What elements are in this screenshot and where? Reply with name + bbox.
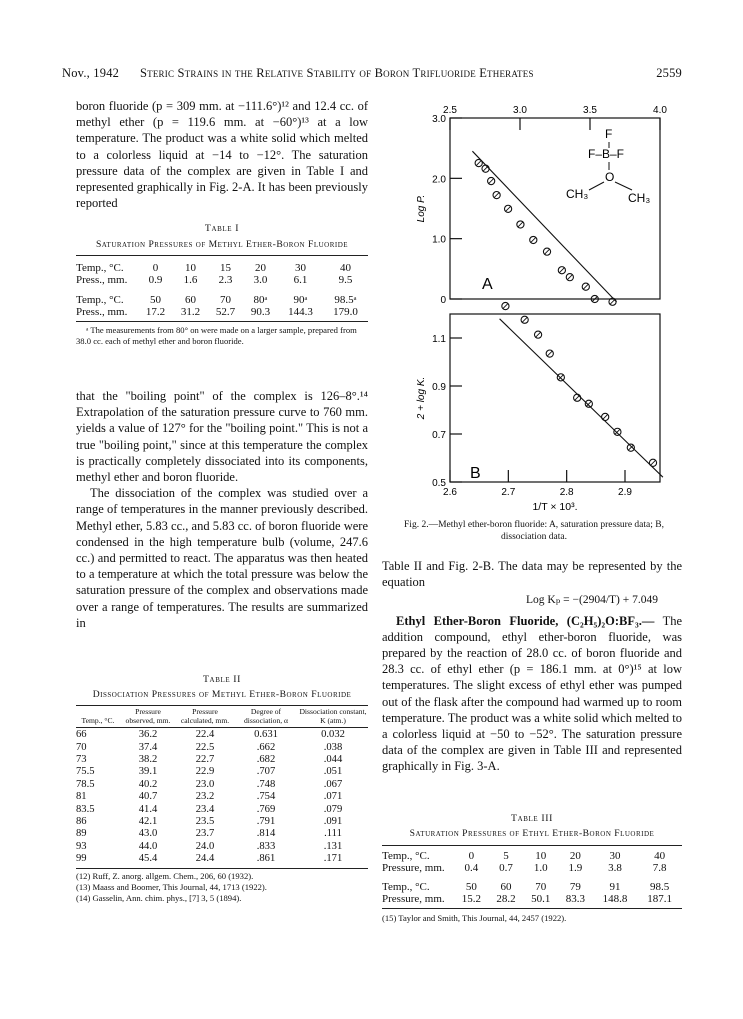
table-row — [76, 306, 368, 318]
plot-frame — [450, 118, 660, 299]
table-row — [76, 841, 368, 853]
table-cell: .111 — [324, 828, 342, 840]
y-tick-label: 0.5 — [432, 478, 446, 489]
table-cell: .071 — [323, 791, 343, 803]
x-tick-label: 2.9 — [618, 487, 632, 498]
table-cell: .754 — [256, 791, 276, 803]
table-cell: 9.5 — [338, 274, 353, 286]
table-cell: 0.032 — [321, 729, 345, 741]
row-label: Temp., °C. — [382, 850, 430, 862]
left-column — [76, 98, 368, 211]
data-point-mark — [651, 460, 656, 465]
figure-caption — [384, 519, 684, 543]
x-tick-label: 3.5 — [583, 105, 597, 116]
table-cell: .833 — [256, 840, 276, 852]
table-cell: 50 — [465, 881, 477, 893]
paragraph: The dissociation of the complex was studied over a range of temperatures in the manner previously described. Methyl ether, 5.83 cc., and 5.83 cc. of boron fluoride were condensed in the high temperature bulb (volume, 247.6 cc.) and permitted to react. The apparatus was then heated to a temperature at which the total pressure was below the saturation pressure of the complex and observations made over a range of temperatures. The results are summarized in — [76, 486, 368, 630]
table-row — [76, 828, 368, 840]
table-title: Saturation Pressures of Methyl Ether-Boron Fluoride — [95, 239, 349, 250]
table-label: Table I — [204, 223, 240, 234]
panel-letter: B — [470, 465, 481, 482]
table-cell: 37.4 — [138, 741, 158, 753]
table-cell: 1.0 — [533, 862, 548, 874]
table-cell: 86 — [76, 816, 87, 828]
data-point-mark — [506, 206, 511, 211]
paragraph: boron fluoride (p = 309 mm. at −111.6°)¹² and 12.4 cc. of methyl ether (p = 119.6 mm. at −60°)¹³ at a low temperature. The product was a white solid which melted to a colorless liquid at −14 to −12°. The saturation pressure data of the complex are given in Table I and represented graphically in Fig. 2-A. It has been previously reported — [76, 99, 368, 211]
row-label: Press., mm. — [76, 306, 128, 318]
table-cell: 17.2 — [145, 306, 166, 318]
table-cell: 7.8 — [652, 862, 667, 874]
data-point-mark — [503, 304, 508, 309]
structure-ch3-left: CH₃ — [566, 187, 589, 201]
table-title: Dissociation Pressures of Methyl Ether-Boron Fluoride — [92, 689, 352, 700]
data-point-mark — [559, 268, 564, 273]
data-point-mark — [483, 166, 488, 171]
row-label: Temp., °C. — [76, 262, 124, 274]
structure-ch3-right: CH₃ — [628, 191, 651, 205]
paragraph: The addition compound, ethyl ether-boron fluoride, was prepared by the reaction of 28.0 cc. of boron fluoride and 28.3 cc. of ethyl ether (p = 186.1 mm. at 0°)¹⁵ at low temperatures. The slight excess of ethyl ether was pumped out of the flask after the compound had warmed up to room temperature. The product was a white solid which melted to a colorless liquid at −50 to −52°. The saturation pressure data of the complex are given in Table III and represented graphically in Fig. 3-A. — [382, 613, 682, 774]
table-2-header — [76, 708, 368, 725]
table-cell: 99 — [76, 853, 87, 865]
table-cell: .662 — [256, 741, 276, 753]
table-cell: .707 — [256, 766, 276, 778]
table-cell: 24.0 — [195, 840, 215, 852]
table-cell: .067 — [323, 778, 343, 790]
table-cell: 41.4 — [138, 803, 158, 815]
x-tick-label: 2.6 — [443, 487, 457, 498]
data-point-mark — [494, 193, 499, 198]
data-point-mark — [536, 332, 541, 337]
table-cell: 39.1 — [138, 766, 158, 778]
table-cell: 43.0 — [138, 828, 158, 840]
panel-letter: A — [482, 276, 493, 293]
footnote: (13) Maass and Boomer, This Journal, 44, 1713 (1922). — [76, 881, 267, 892]
y-tick-label: 2.0 — [432, 174, 446, 186]
table-row — [76, 729, 368, 741]
data-point-mark — [610, 299, 615, 304]
data-point-mark — [547, 351, 552, 356]
table-cell: .171 — [323, 853, 343, 865]
table-cell: 10 — [185, 262, 196, 274]
table-note: ᵃ The measurements from 80° on were made on a larger sample, prepared from 38.0 cc. each of methyl ether and boron fluoride. — [76, 325, 357, 346]
table-row — [76, 294, 368, 306]
table-cell: 98.5 — [650, 881, 670, 893]
table-cell: 3.0 — [253, 274, 268, 286]
x-tick-label: 2.5 — [443, 105, 457, 116]
header-title: Steric Strains in the Relative Stability of Boron Trifluoride Etherates — [140, 66, 534, 80]
table-row — [382, 850, 682, 862]
table-row — [76, 754, 368, 766]
plot-b — [416, 302, 663, 513]
right-column — [382, 558, 682, 775]
table-cell: .091 — [323, 816, 343, 828]
table-row — [76, 262, 368, 274]
structure-bf-row: F–B–F — [588, 147, 625, 161]
table-3 — [382, 812, 682, 924]
table-cell: .038 — [323, 741, 343, 753]
table-cell: 2.3 — [218, 274, 233, 286]
table-1 — [76, 222, 368, 347]
table-cell: 20 — [569, 850, 581, 862]
table-cell: 50.1 — [531, 893, 551, 905]
column-header: Dissociation constant, K (atm.) — [299, 707, 367, 725]
table-cell: 70 — [535, 881, 547, 893]
table-cell: 187.1 — [647, 893, 673, 905]
structure-diagram — [566, 127, 650, 205]
table-cell: 23.2 — [195, 791, 215, 803]
data-point-mark — [531, 237, 536, 242]
plot-frame — [450, 314, 660, 482]
structure-o: O — [605, 170, 615, 184]
table-cell: 0.9 — [148, 274, 163, 286]
page-number: 2559 — [656, 66, 682, 80]
table-cell: 36.2 — [138, 729, 158, 741]
table-cell: 83.5 — [76, 803, 95, 815]
y-tick-label: 0 — [440, 295, 446, 306]
table-cell: 75.5 — [76, 766, 95, 778]
x-tick-label: 2.7 — [501, 487, 516, 498]
table-cell: 22.4 — [195, 729, 215, 741]
data-point-mark — [522, 317, 527, 322]
table-cell: 1.9 — [568, 862, 583, 874]
data-point-mark — [583, 284, 588, 289]
table-cell: 40.7 — [138, 791, 158, 803]
table-row — [382, 893, 682, 905]
table-cell: 83.3 — [565, 893, 586, 905]
table-cell: 42.1 — [138, 816, 158, 828]
table-cell: 40 — [340, 262, 351, 274]
structure-f-top: F — [605, 127, 613, 141]
y-tick-label: 0.7 — [432, 430, 446, 441]
table-cell: 23.7 — [195, 828, 215, 840]
table-row — [76, 791, 368, 803]
table-cell: 5 — [503, 850, 509, 862]
left-column-2 — [76, 388, 368, 631]
table-cell: .814 — [256, 828, 276, 840]
table-cell: 44.0 — [138, 840, 158, 852]
table-cell: 179.0 — [333, 306, 358, 318]
row-label: Pressure, mm. — [382, 862, 445, 874]
table-cell: 10 — [535, 850, 547, 862]
table-cell: 50 — [150, 294, 161, 306]
table-cell: 3.8 — [608, 862, 622, 874]
table-cell: 0.4 — [464, 862, 479, 874]
table-cell: .051 — [323, 766, 343, 778]
table-cell: 89 — [76, 828, 87, 840]
footnote: (14) Gasselin, Ann. chim. phys., [7] 3, 5 (1894). — [76, 892, 242, 903]
table-cell: 20 — [255, 262, 266, 274]
data-point-mark — [489, 179, 494, 184]
equation: Log Kₚ = −(2904/T) + 7.049 — [525, 594, 658, 607]
table-cell: .791 — [256, 816, 276, 828]
column-header: Temp., °C. — [81, 715, 115, 725]
table-cell: 80ᵃ — [253, 294, 268, 306]
data-point-mark — [567, 275, 572, 280]
table-cell: 40 — [654, 850, 666, 862]
y-axis-label: Log P. — [416, 194, 427, 223]
column-header: Pressure observed, mm. — [125, 707, 171, 725]
table-cell: 22.5 — [195, 741, 215, 753]
table-cell: 15.2 — [461, 893, 481, 905]
footnote: (15) Taylor and Smith, This Journal, 44, 2457 (1922). — [382, 913, 567, 923]
table-2 — [76, 673, 368, 904]
column-header: Pressure calculated, mm. — [180, 707, 230, 725]
table-cell: 24.4 — [195, 853, 215, 865]
table-3-grid — [382, 850, 682, 905]
x-tick-label: 2.8 — [559, 487, 574, 498]
table-cell: 70 — [76, 741, 87, 753]
table-2-body — [76, 729, 368, 865]
table-cell: 15 — [220, 262, 231, 274]
caption-text: Fig. 2.—Methyl ether-boron fluoride: A, saturation pressure data; B, dissociation data. — [404, 520, 664, 542]
table-cell: 38.2 — [138, 754, 158, 765]
table-cell: 79 — [569, 881, 581, 893]
table-cell: 22.9 — [195, 766, 215, 778]
table-cell: 1.6 — [183, 274, 198, 286]
table-cell: 30 — [609, 850, 621, 862]
paragraph: Table II and Fig. 2-B. The data may be represented by the equation — [382, 559, 682, 590]
table-row — [76, 816, 368, 828]
fit-line — [472, 151, 616, 302]
table-cell: 23.4 — [195, 803, 215, 815]
footnote: (12) Ruff, Z. anorg. allgem. Chem., 206, 60 (1932). — [76, 870, 254, 881]
table-cell: .682 — [256, 754, 276, 765]
table-cell: 0.631 — [254, 729, 278, 741]
table-cell: 23.0 — [195, 778, 215, 790]
table-cell: 60 — [185, 294, 196, 306]
table-cell: 0 — [468, 850, 475, 862]
table-row — [76, 853, 368, 865]
table-label: Table III — [511, 813, 553, 824]
row-label: Temp., °C. — [76, 294, 124, 306]
row-label: Temp., °C. — [382, 881, 430, 893]
table-row — [76, 742, 368, 754]
table-cell: .748 — [256, 778, 276, 790]
y-tick-label: 1.1 — [432, 334, 446, 345]
table-cell: 31.2 — [180, 306, 201, 318]
table-row — [76, 274, 368, 286]
table-cell: 73 — [76, 754, 87, 765]
table-cell: 90.3 — [250, 306, 271, 318]
table-row — [76, 779, 368, 791]
table-cell: 90ᵃ — [293, 294, 308, 306]
table-title: Saturation Pressures of Ethyl Ether-Boron Fluoride — [409, 828, 655, 839]
table-cell: .044 — [323, 754, 343, 765]
table-cell: 144.3 — [288, 306, 313, 318]
row-label: Pressure, mm. — [382, 893, 445, 905]
data-point-mark — [476, 161, 481, 166]
paragraph: that the "boiling point" of the complex is 126–8°.¹⁴ Extrapolation of the saturation pressure curve to 760 mm. yields a value of 127° for the "boiling point." This is not a true "boiling point," since at this temperature the complex is practically completely dissociated into its components, methyl ether and boron fluoride. — [76, 389, 368, 485]
table-row — [76, 804, 368, 816]
column-header: Degree of dissociation, α — [243, 707, 289, 725]
data-point-mark — [545, 249, 550, 254]
table-row — [382, 862, 682, 874]
y-tick-label: 1.0 — [432, 234, 446, 246]
y-tick-label: 3.0 — [432, 114, 446, 125]
header-date: Nov., 1942 — [62, 66, 120, 80]
table-cell: .131 — [323, 840, 343, 852]
table-cell: 78.5 — [76, 778, 95, 790]
table-cell: 22.7 — [195, 754, 215, 765]
x-tick-label: 4.0 — [653, 105, 667, 116]
figure-2 — [392, 94, 682, 514]
table-cell: .079 — [323, 803, 343, 815]
table-label: Table II — [202, 674, 242, 685]
data-point-mark — [518, 222, 523, 227]
section-heading: Ethyl Ether-Boron Fluoride, (C₂H₅)₂O:BF₃.— — [396, 613, 655, 628]
data-point-mark — [558, 375, 563, 380]
data-point-mark — [575, 395, 580, 400]
table-cell: 66 — [76, 729, 87, 741]
table-cell: 148.8 — [602, 893, 628, 905]
table-cell: 93 — [76, 840, 87, 852]
x-tick-label: 3.0 — [513, 105, 527, 116]
table-cell: 91 — [609, 881, 621, 893]
table-row — [382, 881, 682, 893]
y-tick-label: 0.9 — [432, 382, 446, 393]
table-cell: 0.7 — [499, 862, 513, 874]
table-cell: 30 — [295, 262, 306, 274]
table-cell: 6.1 — [293, 274, 308, 286]
x-axis-label: 1/T × 10³. — [532, 501, 578, 513]
table-cell: .769 — [256, 803, 276, 815]
table-cell: 28.2 — [496, 893, 516, 905]
table-cell: 52.7 — [215, 306, 236, 318]
table-1-grid — [76, 262, 368, 318]
row-label: Press., mm. — [76, 274, 128, 286]
y-axis-label: 2 + log K. — [416, 376, 427, 420]
table-cell: 45.4 — [138, 853, 158, 865]
table-row — [76, 766, 368, 778]
table-cell: 23.5 — [195, 816, 215, 828]
table-cell: 70 — [220, 294, 231, 306]
table-cell: 0 — [152, 262, 159, 274]
plot-a — [416, 105, 667, 306]
data-point-mark — [603, 414, 608, 419]
table-cell: 40.2 — [138, 778, 158, 790]
table-cell: 81 — [76, 791, 87, 803]
table-cell: .861 — [256, 853, 276, 865]
table-cell: 60 — [500, 881, 512, 893]
table-cell: 98.5ᵃ — [334, 294, 357, 306]
